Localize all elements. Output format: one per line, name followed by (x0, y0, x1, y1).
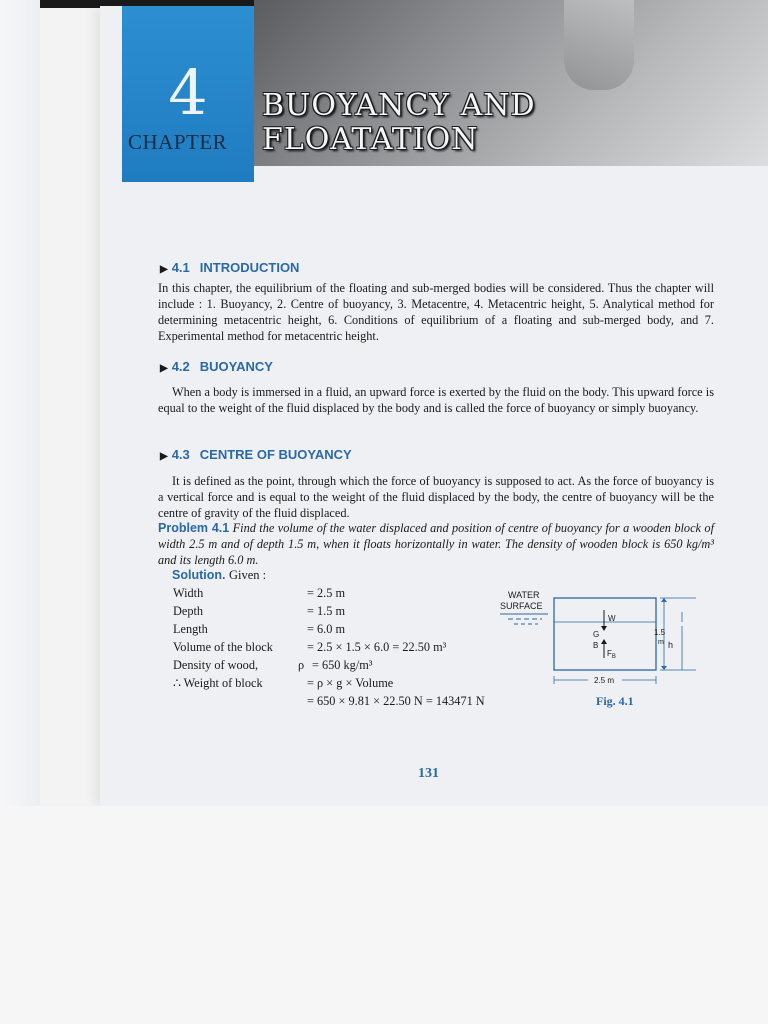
figure-h-label: h (668, 640, 674, 650)
figure-depth-unit: m (658, 639, 664, 646)
chapter-title-line1: BUOYANCY AND (262, 88, 536, 123)
chapter-title-line2: FLOATATION (262, 122, 479, 157)
given-label-length: Length (173, 622, 208, 636)
section-arrow-icon: ▶ (160, 451, 168, 462)
given-value-density: = 650 kg/m³ (312, 658, 373, 672)
flask-image (564, 0, 634, 90)
given-label-density: Density of wood, (173, 658, 259, 672)
given-label-volume: Volume of the block (173, 640, 273, 654)
figure-w-label: W (608, 614, 616, 623)
chapter-label: CHAPTER (128, 130, 228, 154)
given-value-length: = 6.0 m (307, 622, 346, 636)
figure-surface-label: SURFACE (500, 601, 543, 611)
scanner-bed (0, 806, 768, 1024)
problem-text: Find the volume of the water displaced and position of centre of buoyancy for a wooden block of width 2.5 m and of depth 1.5 m, when it floats horizontally in water. The density of wooden block is 650 kg/m³ and its length 6.0 m. (158, 521, 714, 567)
figure-b-label: B (593, 641, 599, 650)
weight-arrowhead-icon (601, 626, 607, 631)
section-heading-centre-of-buoyancy: ▶ 4.3 CENTRE OF BUOYANCY (160, 447, 352, 462)
solution-heading (172, 568, 266, 583)
figure-fb-label: $F_B$ (607, 649, 616, 660)
given-value-volume: = 2.5 × 1.5 × 6.0 = 22.50 m³ (307, 640, 447, 654)
section-arrow-icon: ▶ (160, 363, 168, 374)
figure-depth-label: 1.5 (654, 628, 666, 637)
figure-width-label: 2.5 m (594, 676, 615, 685)
given-symbol-rho: ρ (298, 658, 305, 672)
section-heading-buoyancy: ▶ 4.2 BUOYANCY (160, 359, 273, 374)
figure-g-label: G (593, 630, 600, 639)
section-heading-introduction: ▶ 4.1 INTRODUCTION (160, 260, 300, 275)
problem-label: Problem 4.1 (158, 521, 230, 535)
figure-floating-block (496, 584, 696, 699)
height-arrow-bottom-icon (661, 666, 667, 670)
buoyancy-paragraph: When a body is immersed in a fluid, an upward force is exerted by the fluid on the body. This upward force is equal to the weight of the fluid displaced by the body and is called the force of buoyancy or simply buoyancy. (158, 385, 714, 415)
section-arrow-icon: ▶ (160, 264, 168, 275)
given-value-weight-formula: = ρ × g × Volume (307, 676, 394, 690)
figure-water-label: WATER (508, 590, 540, 600)
problem-statement (158, 520, 714, 568)
given-label-width: Width (173, 586, 204, 600)
chapter-number: 4 (168, 56, 208, 129)
solution-given: Given : (228, 568, 267, 582)
centre-of-buoyancy-paragraph: It is defined as the point, through which the force of buoyancy is supposed to act. As the force of buoyancy is a vertical force and is equal to the weight of the fluid displaced by the body, the centre of buoyancy will be the centre of gravity of the fluid displaced. (158, 474, 714, 520)
page-number: 131 (418, 766, 439, 781)
given-value-depth: = 1.5 m (307, 604, 346, 618)
given-label-depth: Depth (173, 604, 204, 618)
wooden-block (554, 598, 656, 670)
figure-caption: Fig. 4.1 (596, 694, 634, 708)
given-label-weight: ∴ Weight of block (173, 676, 263, 690)
given-value-weight-result: = 650 × 9.81 × 22.50 N = 143471 N (307, 694, 485, 708)
solution-label: Solution. (172, 568, 226, 582)
buoyancy-arrowhead-icon (601, 639, 607, 644)
introduction-paragraph: In this chapter, the equilibrium of the floating and sub-merged bodies will be considered. Thus the chapter will include : 1. Buoyancy, 2. Centre of buoyancy, 3. Metacentre, 4. Metacentric height, 5. Analytical method for determining metacentric height, 6. Conditions of equilibrium of a floating and sub-merged body, and 7. Experimental method for metacentric height. (158, 281, 714, 343)
height-arrow-top-icon (661, 598, 667, 602)
given-value-width: = 2.5 m (307, 586, 346, 600)
